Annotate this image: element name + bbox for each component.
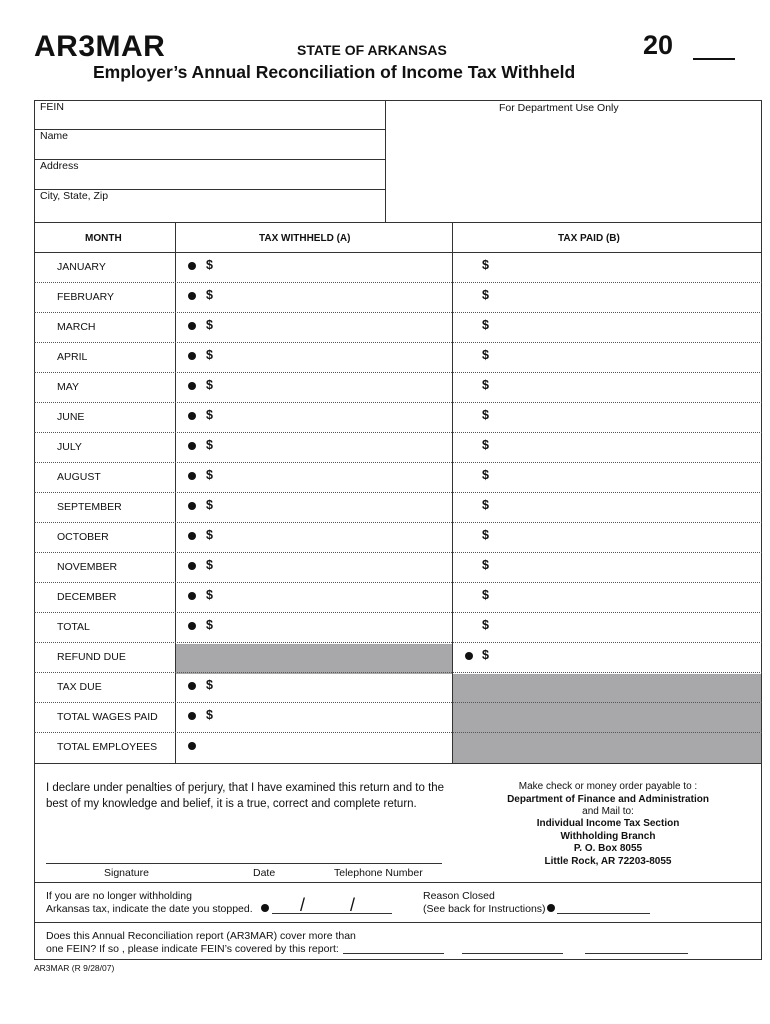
id-rule (34, 129, 385, 130)
withheld-amount-field[interactable]: $ (206, 258, 213, 272)
row-rule (34, 462, 762, 463)
tax-withheld-column-header: TAX WITHHELD (A) (259, 233, 351, 244)
row-rule (34, 642, 762, 643)
section-rule (34, 882, 762, 883)
paid-amount-field[interactable]: $ (482, 558, 489, 572)
row-rule (34, 552, 762, 553)
multi-fein-question: Does this Annual Reconciliation report (AR3MAR) cover more than (46, 930, 356, 942)
withheld-amount-field[interactable]: $ (206, 348, 213, 362)
row-rule (34, 342, 762, 343)
reason-closed-field[interactable] (557, 913, 650, 914)
reason-closed-label: Reason Closed (423, 890, 495, 902)
required-bullet-icon (188, 262, 196, 270)
month-row-label: JULY (57, 441, 82, 453)
withheld-amount-field[interactable]: $ (206, 408, 213, 422)
month-row-label: AUGUST (57, 471, 101, 483)
paid-amount-field[interactable]: $ (482, 348, 489, 362)
date-separator: / (300, 895, 306, 915)
total-wages-row-label: TOTAL WAGES PAID (57, 711, 158, 723)
mail-to-text: and Mail to: (582, 806, 634, 817)
state-name: STATE OF ARKANSAS (297, 42, 447, 58)
withheld-amount-field[interactable]: $ (206, 438, 213, 452)
required-bullet-icon (547, 904, 555, 912)
withheld-amount-field[interactable]: $ (206, 528, 213, 542)
month-row-label: SEPTEMBER (57, 501, 122, 513)
month-row-label: OCTOBER (57, 531, 109, 543)
row-rule (34, 402, 762, 403)
required-bullet-icon (188, 412, 196, 420)
month-row-label: DECEMBER (57, 591, 117, 603)
form-revision: AR3MAR (R 9/28/07) (34, 963, 115, 973)
paid-amount-field[interactable]: $ (482, 588, 489, 602)
shaded-cell (453, 674, 761, 763)
required-bullet-icon (188, 562, 196, 570)
required-bullet-icon (188, 682, 196, 690)
po-box: P. O. Box 8055 (573, 843, 643, 854)
fein-covered-field[interactable] (343, 953, 444, 954)
tax-year-prefix: 20 (643, 30, 674, 60)
withheld-amount-field[interactable]: $ (206, 468, 213, 482)
withheld-amount-field[interactable]: $ (206, 498, 213, 512)
paid-amount-field[interactable]: $ (482, 378, 489, 392)
fein-field[interactable]: FEIN (40, 101, 64, 113)
required-bullet-icon (188, 352, 196, 360)
row-rule (34, 372, 762, 373)
required-bullet-icon (188, 292, 196, 300)
month-row-label: TOTAL (57, 621, 90, 633)
section-rule (34, 763, 762, 764)
telephone-label: Telephone Number (334, 867, 423, 879)
department-use-label: For Department Use Only (499, 102, 619, 114)
fein-covered-field[interactable] (585, 953, 688, 954)
shaded-cell (176, 644, 452, 674)
reason-instructions-label: (See back for Instructions) (423, 903, 546, 915)
row-rule (34, 582, 762, 583)
multi-fein-question-2: one FEIN? If so , please indicate FEIN’s covered by this report: (46, 943, 339, 955)
paid-amount-field[interactable]: $ (482, 528, 489, 542)
paid-amount-field[interactable]: $ (482, 438, 489, 452)
required-bullet-icon (188, 592, 196, 600)
address-field[interactable]: Address (40, 160, 79, 172)
withheld-amount-field[interactable]: $ (206, 678, 213, 692)
id-rule (34, 159, 385, 160)
required-bullet-icon (465, 652, 473, 660)
withheld-amount-field[interactable]: $ (206, 588, 213, 602)
id-rule (34, 222, 762, 223)
department-name: Department of Finance and Administration (507, 794, 709, 805)
row-rule (34, 312, 762, 313)
tax-due-row-label: TAX DUE (57, 681, 102, 693)
required-bullet-icon (188, 532, 196, 540)
refund-due-row-label: REFUND DUE (57, 651, 126, 663)
month-row-label: APRIL (57, 351, 88, 363)
paid-amount-field[interactable]: $ (482, 258, 489, 272)
branch-name: Withholding Branch (560, 831, 656, 842)
section-rule (34, 922, 762, 923)
month-row-label: NOVEMBER (57, 561, 118, 573)
required-bullet-icon (188, 502, 196, 510)
required-bullet-icon (188, 442, 196, 450)
city-state-zip-field[interactable]: City, State, Zip (40, 190, 109, 202)
row-rule (34, 612, 762, 613)
section-name: Individual Income Tax Section (536, 818, 680, 829)
withheld-amount-field[interactable]: $ (206, 318, 213, 332)
row-rule (34, 732, 762, 733)
required-bullet-icon (261, 904, 269, 912)
withheld-amount-field[interactable]: $ (206, 378, 213, 392)
row-rule (34, 282, 762, 283)
paid-amount-field[interactable]: $ (482, 288, 489, 302)
required-bullet-icon (188, 622, 196, 630)
id-divider (385, 100, 386, 222)
signature-line[interactable] (46, 863, 442, 864)
stop-date-field[interactable] (272, 913, 392, 914)
date-label: Date (253, 867, 276, 879)
month-row-label: FEBRUARY (57, 291, 114, 303)
required-bullet-icon (188, 472, 196, 480)
row-rule (34, 702, 762, 703)
tax-paid-column-header: TAX PAID (B) (558, 233, 620, 244)
payable-to-text: Make check or money order payable to : (518, 781, 698, 792)
paid-amount-field[interactable]: $ (482, 618, 489, 632)
row-rule (34, 252, 762, 253)
stop-withholding-text-2: Arkansas tax, indicate the date you stopped. (46, 903, 253, 915)
declaration-text: I declare under penalties of perjury, that I have examined this return and to the best of my knowledge and belief, it is a true, correct and complete return. (46, 782, 445, 810)
withheld-amount-field[interactable]: $ (206, 288, 213, 302)
row-rule (34, 492, 762, 493)
stop-withholding-text: If you are no longer withholding (46, 890, 192, 902)
form-title: Employer’s Annual Reconciliation of Income Tax Withheld (93, 62, 576, 82)
month-row-label: MARCH (57, 321, 96, 333)
month-row-label: MAY (57, 381, 79, 393)
month-row-label: JUNE (57, 411, 85, 423)
month-row-label: JANUARY (57, 261, 106, 273)
employee-count-field[interactable] (188, 742, 196, 750)
tax-year-field[interactable] (693, 58, 735, 60)
paid-amount-field[interactable]: $ (482, 318, 489, 332)
withheld-amount-field[interactable]: $ (206, 708, 213, 722)
required-bullet-icon (188, 712, 196, 720)
month-column-header: MONTH (85, 233, 122, 244)
required-bullet-icon (188, 322, 196, 330)
form-id: AR3MAR (34, 30, 166, 63)
city-address: Little Rock, AR 72203-8055 (544, 856, 672, 867)
total-employees-row-label: TOTAL EMPLOYEES (57, 741, 158, 753)
row-rule (34, 432, 762, 433)
fein-covered-field[interactable] (462, 953, 563, 954)
paid-amount-field[interactable]: $ (482, 648, 489, 662)
paid-amount-field[interactable]: $ (482, 498, 489, 512)
name-field[interactable]: Name (40, 130, 69, 142)
date-separator: / (350, 895, 356, 915)
paid-amount-field[interactable]: $ (482, 408, 489, 422)
row-rule (34, 672, 762, 673)
withheld-amount-field[interactable]: $ (206, 558, 213, 572)
withheld-amount-field[interactable]: $ (206, 618, 213, 632)
paid-amount-field[interactable]: $ (482, 468, 489, 482)
required-bullet-icon (188, 382, 196, 390)
row-rule (34, 522, 762, 523)
signature-label: Signature (104, 867, 149, 879)
